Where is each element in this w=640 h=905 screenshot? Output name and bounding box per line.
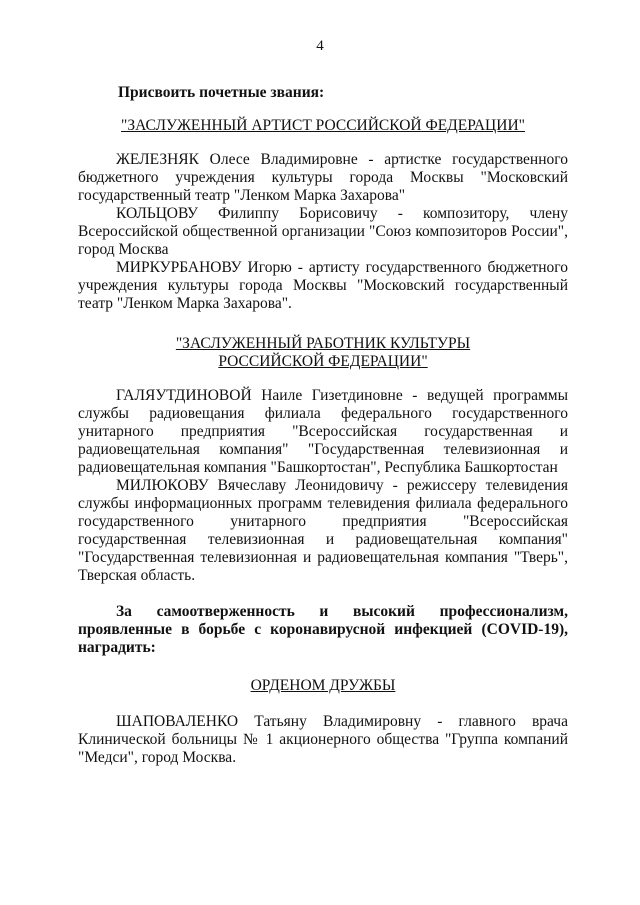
- entry-mirkurbanov: МИРКУРБАНОВУ Игорю - артисту государственного бюджетного учреждения культуры города Москвы "Московский государственный театр "Ленком Марка Захарова".: [78, 259, 568, 312]
- award-entries: [78, 713, 568, 767]
- section-entries: [78, 151, 568, 313]
- entry-milyukov: МИЛЮКОВУ Вячеславу Леонидовичу - режиссеру телевидения службы информационных программ телевидения филиала федерального государственного унитарного предприятия "Всероссийская государственная телевизионная и радиовещательная компания" "Государственная телевизионная и радиовещательная компания "Тверь", Тверская область.: [78, 477, 568, 584]
- document-body: [78, 84, 568, 767]
- section-entries: [78, 387, 568, 585]
- entry-koltsov: КОЛЬЦОВУ Филиппу Борисовичу - композитору, члену Всероссийской общественной организации "Союз композиторов России", город Москва: [78, 205, 568, 258]
- award-title-order-of-friendship: ОРДЕНОМ ДРУЖБЫ: [250, 677, 396, 694]
- entry-shapovalenko: ШАПОВАЛЕНКО Татьяну Владимировну - главного врача Клинической больницы № 1 акционерного общества "Группа компаний "Медси", город Москва.: [78, 713, 568, 766]
- section-title-honored-culture-worker: [78, 335, 568, 371]
- page-number: 4: [316, 38, 324, 54]
- entry-galyautdinova: ГАЛЯУТДИНОВОЙ Наиле Гизетдиновне - ведущей программы службы радиовещания филиала федерального государственного унитарного предприятия "Всероссийская государственная и радиовещательная компания" "Государственная телевизионная и радиовещательная компания "Башкортостан", Республика Башкортостан: [78, 387, 568, 476]
- section-title-honored-artist: [78, 117, 568, 135]
- intro-heading: Присвоить почетные звания:: [118, 84, 325, 101]
- section-title-line: РОССИЙСКОЙ ФЕДЕРАЦИИ": [218, 353, 428, 370]
- section-title-line: "ЗАСЛУЖЕННЫЙ АРТИСТ РОССИЙСКОЙ ФЕДЕРАЦИИ": [121, 117, 525, 134]
- entry-zheleznyak: ЖЕЛЕЗНЯК Олесе Владимировне - артистке государственного бюджетного учреждения культуры города Москвы "Московский государственный театр "Ленком Марка Захарова": [78, 151, 568, 204]
- section-title-line: "ЗАСЛУЖЕННЫЙ РАБОТНИК КУЛЬТУРЫ: [175, 335, 471, 352]
- award-heading: За самоотверженность и высокий профессионализм, проявленные в борьбе с коронавирусной инфекцией (COVID-19), наградить:: [78, 603, 568, 656]
